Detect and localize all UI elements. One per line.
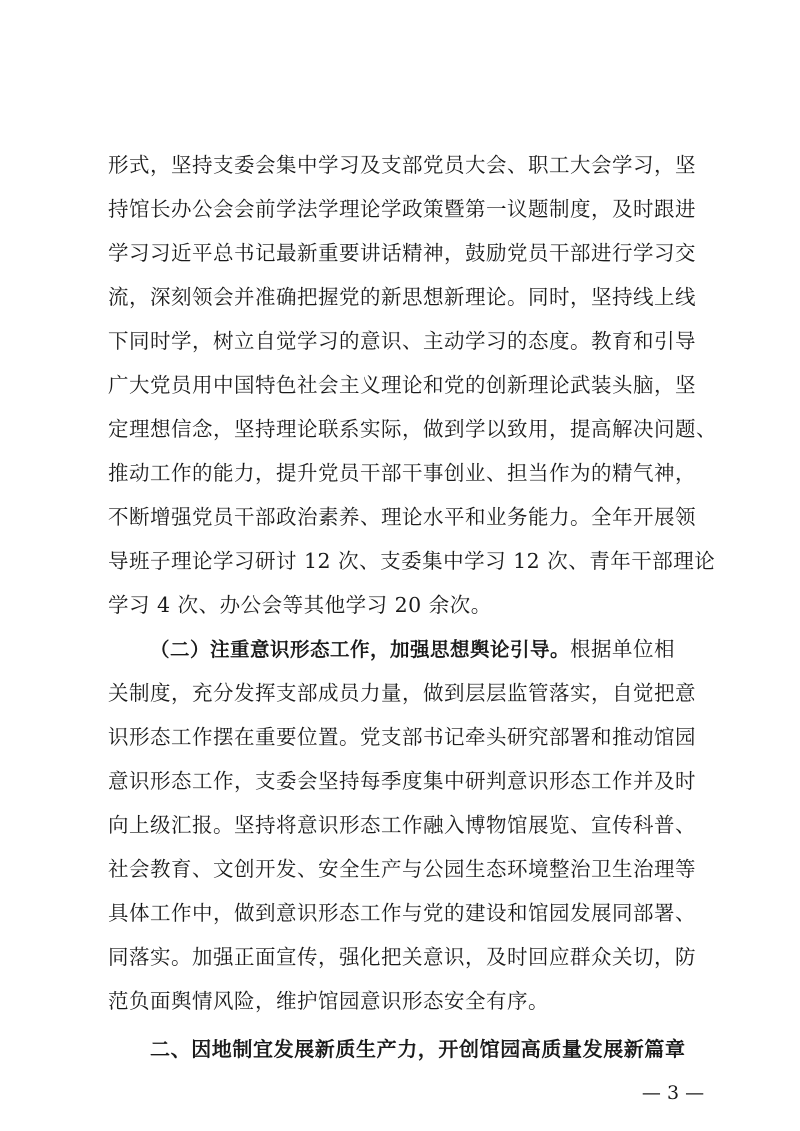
paragraph-line: 导班子理论学习研讨 12 次、支委集中学习 12 次、青年干部理论 bbox=[108, 549, 716, 573]
paragraph-line: 下同时学，树立自觉学习的意识、主动学习的态度。教育和引导 bbox=[108, 329, 696, 353]
paragraph-line: 关制度，充分发挥支部成员力量，做到层层监管落实，自觉把意 bbox=[108, 681, 696, 705]
page-number: — 3 — bbox=[641, 1082, 705, 1104]
paragraph-line: 不断增强党员干部政治素养、理论水平和业务能力。全年开展领 bbox=[108, 505, 696, 529]
paragraph-line: 学习习近平总书记最新重要讲话精神，鼓励党员干部进行学习交 bbox=[108, 241, 696, 265]
paragraph-line: 具体工作中，做到意识形态工作与党的建设和馆园发展同部署、 bbox=[108, 901, 696, 925]
paragraph-line: 范负面舆情风险，维护馆园意识形态安全有序。 bbox=[108, 989, 549, 1013]
paragraph-line: 推动工作的能力，提升党员干部干事创业、担当作为的精气神， bbox=[108, 461, 696, 485]
section-heading: （二）注重意识形态工作，加强思想舆论引导。 bbox=[150, 638, 571, 661]
paragraph-line: 同落实。加强正面宣传，强化把关意识，及时回应群众关切，防 bbox=[108, 945, 696, 969]
chapter-heading: 二、因地制宜发展新质生产力，开创馆园高质量发展新篇章 bbox=[150, 1037, 686, 1061]
paragraph-line: 形式，坚持支委会集中学习及支部党员大会、职工大会学习，坚 bbox=[108, 153, 696, 177]
section-heading-line bbox=[150, 634, 710, 665]
paragraph-line: 社会教育、文创开发、安全生产与公园生态环境整治卫生治理等 bbox=[108, 857, 696, 881]
paragraph-line: 流，深刻领会并准确把握党的新思想新理论。同时，坚持线上线 bbox=[108, 285, 696, 309]
paragraph-line: 学习 4 次、办公会等其他学习 20 余次。 bbox=[108, 593, 492, 617]
paragraph-line: 识形态工作摆在重要位置。党支部书记牵头研究部署和推动馆园 bbox=[108, 725, 696, 749]
paragraph-line: 定理想信念，坚持理论联系实际，做到学以致用，提高解决问题、 bbox=[108, 417, 717, 441]
paragraph-line: 向上级汇报。坚持将意识形态工作融入博物馆展览、宣传科普、 bbox=[108, 813, 696, 837]
section-heading-continuation: 根据单位相 bbox=[570, 637, 676, 661]
paragraph-line: 持馆长办公会会前学法学理论学政策暨第一议题制度，及时跟进 bbox=[108, 197, 696, 221]
paragraph-line: 广大党员用中国特色社会主义理论和党的创新理论武装头脑，坚 bbox=[108, 373, 696, 397]
paragraph-line: 意识形态工作，支委会坚持每季度集中研判意识形态工作并及时 bbox=[108, 769, 696, 793]
